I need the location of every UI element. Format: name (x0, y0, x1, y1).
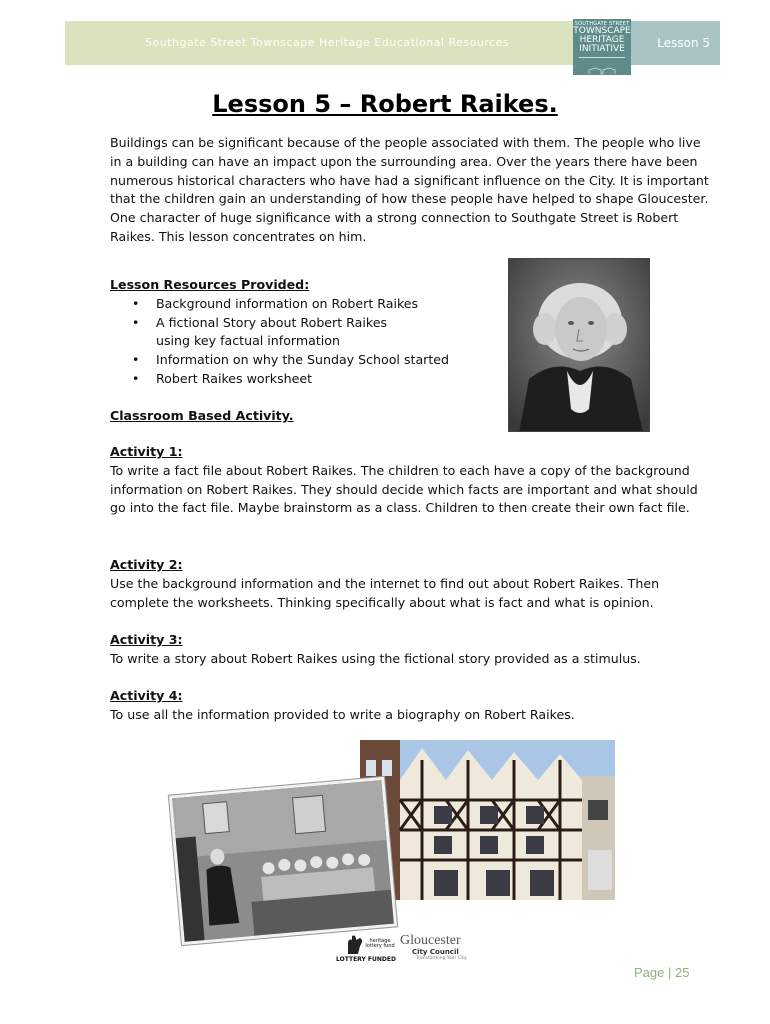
lottery-logo: heritage lottery fund LOTTERY FUNDED (336, 934, 396, 966)
list-item: • Background information on Robert Raikes (110, 295, 490, 314)
activity-heading: Activity 4: (110, 688, 183, 703)
list-item: • A fictional Story about Robert Raikes using key factual information (110, 314, 490, 352)
resources-heading: Lesson Resources Provided: (110, 277, 310, 292)
header-title: Southgate Street Townscape Heritage Educational Resources (145, 36, 510, 49)
gloucester-city-council-logo: Gloucester City Council Transforming Your City (400, 933, 467, 961)
funder-logos (336, 934, 476, 966)
page-title: Lesson 5 – Robert Raikes. (212, 90, 558, 118)
activity-text: To write a story about Robert Raikes using the fictional story provided as a stimulus. (110, 650, 641, 666)
header-lesson-label: Lesson 5 (631, 21, 720, 65)
page-number: Page | 25 (634, 965, 690, 980)
resources-list (110, 295, 490, 389)
activity-1 (110, 443, 710, 518)
resources-section (110, 276, 490, 389)
activity-3 (110, 631, 710, 669)
thi-logo: SOUTHGATE STREET TOWNSCAPE HERITAGE INITIATIVE (573, 19, 631, 75)
intro-paragraph: Buildings can be significant because of the people associated with them. The people who live in a building can have an impact upon the surrounding area. Over the years there have been numerous historical characters who have had a significant influence on the City. It is important that the children gain an understanding of how these people have helped to shape Gloucester. One character of huge significance with a strong connection to Southgate Street is Robert Raikes. This lesson concentrates on him. (110, 135, 709, 244)
activity-text: To use all the information provided to write a biography on Robert Raikes. (110, 706, 575, 722)
crossed-fingers-icon (340, 934, 366, 956)
list-item: • Robert Raikes worksheet (110, 370, 490, 389)
classroom-heading: Classroom Based Activity. (110, 408, 294, 423)
building-outline-icon (587, 67, 617, 75)
activity-heading: Activity 3: (110, 632, 183, 647)
activity-text: To write a fact file about Robert Raikes. The children to each have a copy of the background information on Robert Raikes. They should decide which facts are important and what should go into the fact file. Maybe brainstorm as a class. Children to then create their own fact file. (110, 462, 698, 516)
header-banner (65, 21, 720, 65)
activity-4 (110, 687, 710, 725)
activity-2 (110, 556, 710, 612)
header-title-bar (65, 21, 573, 65)
classroom-photo (169, 777, 397, 945)
activity-heading: Activity 1: (110, 444, 183, 459)
list-item: • Information on why the Sunday School started (110, 351, 490, 370)
robert-raikes-portrait (508, 258, 650, 432)
tudor-building-photo (360, 740, 615, 900)
activity-text: Use the background information and the internet to find out about Robert Raikes. Then complete the worksheets. Thinking specifically about what is fact and what is opinion. (110, 575, 660, 610)
activity-heading: Activity 2: (110, 557, 183, 572)
